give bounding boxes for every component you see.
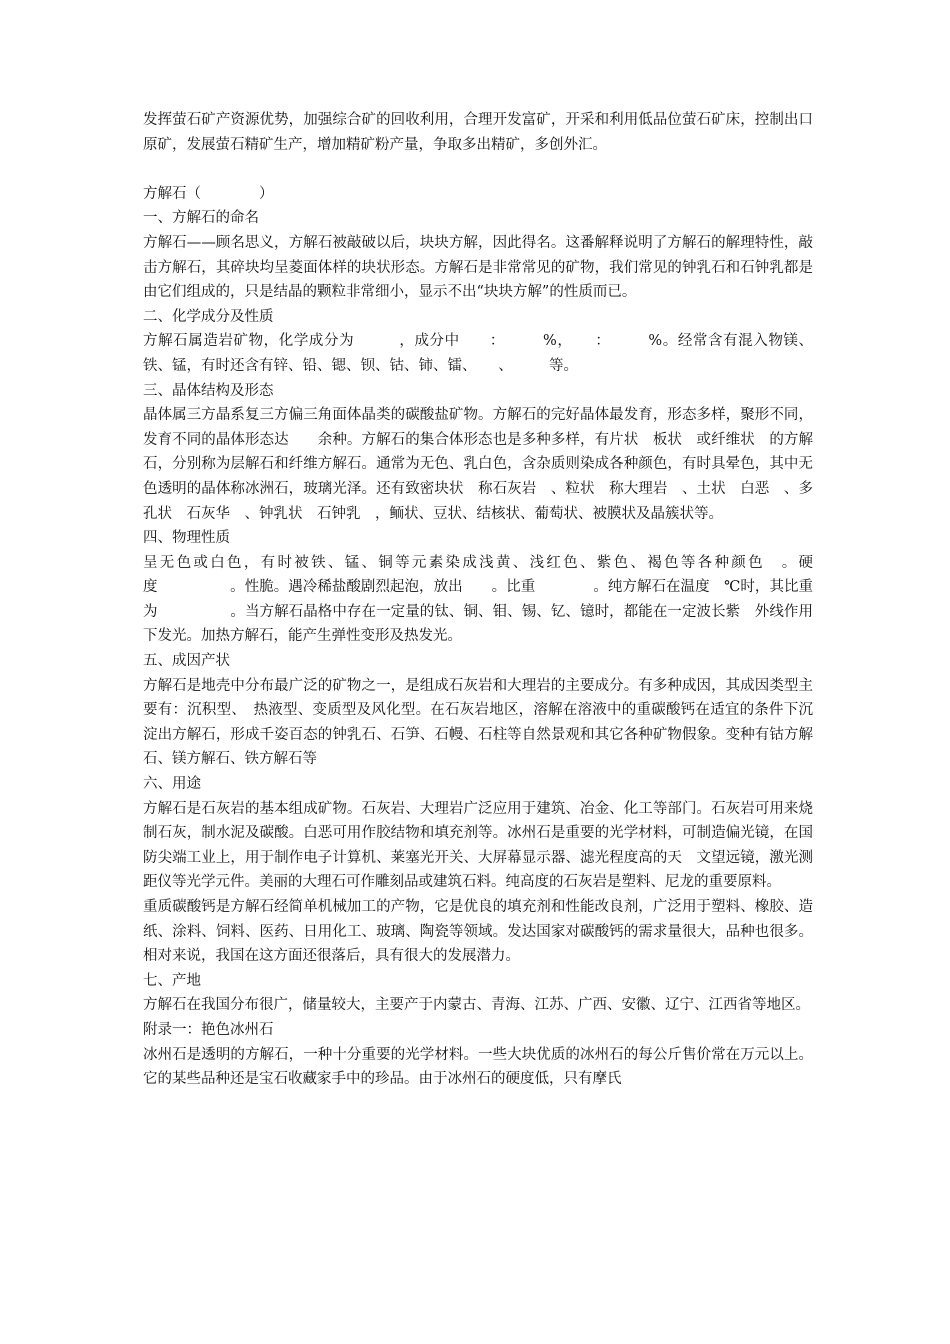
section-heading-physical: 四、物理性质 bbox=[143, 530, 230, 547]
section-paragraph: 晶体属三方晶系复三方偏三角面体晶类的碳酸盐矿物。方解石的完好晶体最发育，形态多样，聚形不同，发育不同的晶体形态达 余种。方解石的集合体形态也是多种多样，有片状 板状 或纤维状 的方解石，分别称为层解石和纤维方解石。通常为无色、乳白色，含杂质则染成各种颜色，有时具晕色，其中无色透明的晶体称冰洲石，玻璃光泽。还有致密块状 称石灰岩 、粒状 称大理岩 、土状 白恶 、多孔状 石灰华 、钟乳状 石钟乳 ，鲕状、豆状、结核状、葡萄状、被膜状及晶簇状等。 bbox=[143, 407, 813, 522]
section-paragraph: 方解石属造岩矿物，化学成分为 ，成分中 ： %， ： %。经常含有混入物镁、铁、锰，有时还含有锌、铅、锶、钡、钴、铈、镭、 、 等。 bbox=[143, 333, 813, 374]
section-heading-naming: 一、方解石的命名 bbox=[143, 210, 259, 227]
section-heading-crystal: 三、晶体结构及形态 bbox=[143, 382, 274, 399]
section-heading-appendix: 附录一：艳色冰州石 bbox=[143, 1021, 274, 1038]
section-heading-genesis: 五、成因产状 bbox=[143, 653, 230, 670]
section-paragraph: 方解石是地壳中分布最广泛的矿物之一，是组成石灰岩和大理岩的主要成分。有多种成因，其成因类型主要有：沉积型、 热液型、变质型及风化型。在石灰岩地区，溶解在溶液中的重碳酸钙在适宜的条件下沉淀出方解石，形成千姿百态的钟乳石、石笋、石幔、石柱等自然景观和其它各种矿物假象。变种有钴方解石、镁方解石、铁方解石等 bbox=[143, 677, 813, 768]
blank-line bbox=[143, 157, 813, 182]
section-heading-chemistry: 二、化学成分及性质 bbox=[143, 308, 274, 325]
section-paragraph: 重质碳酸钙是方解石经简单机械加工的产物，它是优良的填充剂和性能改良剂，广泛用于塑料、橡胶、造纸、涂料、饲料、医药、日用化工、玻璃、陶瓷等领域。发达国家对碳酸钙的需求量很大，品种也很多。相对来说，我国在这方面还很落后，具有很大的发展潜力。 bbox=[143, 899, 813, 965]
section-heading-origin: 七、产地 bbox=[143, 972, 201, 989]
section-paragraph: 方解石是石灰岩的基本组成矿物。石灰岩、大理岩广泛应用于建筑、冶金、化工等部门。石灰岩可用来烧制石灰，制水泥及碳酸。白恶可用作胶结物和填充剂等。冰州石是重要的光学材料，可制造偏光镜，在国防尖端工业上，用于制作电子计算机、莱塞光开关、大屏幕显示器、滤光程度高的天 文望远镜，激光测距仪等光学元件。美丽的大理石可作雕刻品或建筑石料。纯高度的石灰岩是塑料、尼龙的重要原料。 bbox=[143, 800, 813, 891]
document-title: 方解石（ ） bbox=[143, 185, 274, 202]
section-paragraph: 方解石在我国分布很广，储量较大，主要产于内蒙古、青海、江苏、广西、安徽、辽宁、江西省等地区。 bbox=[143, 997, 810, 1014]
section-paragraph: 冰州石是透明的方解石，一种十分重要的光学材料。一些大块优质的冰州石的每公斤售价常在万元以上。它的某些品种还是宝石收藏家手中的珍品。由于冰州石的硬度低，只有摩氏 bbox=[143, 1046, 813, 1088]
intro-paragraph: 发挥萤石矿产资源优势，加强综合矿的回收利用，合理开发富矿，开采和利用低品位萤石矿床，控制出口原矿，发展萤石精矿生产，增加精矿粉产量，争取多出精矿，多创外汇。 bbox=[143, 112, 813, 153]
section-paragraph: 呈无色或白色，有时被铁、锰、铜等元素染成浅黄、浅红色、紫色、褐色等各种颜色 。硬度 。性脆。遇冷稀盐酸剧烈起泡，放出 。比重 。纯方解石在温度 ℃时，其比重为 。当方解石晶格中存在一定量的钛、铜、钼、锡、钇、镱时，都能在一定波长紫 外线作用下发光。加热方解石，能产生弹性变形及热发光。 bbox=[143, 554, 813, 645]
document-page bbox=[143, 108, 813, 1092]
section-heading-uses: 六、用途 bbox=[143, 776, 201, 793]
section-paragraph: 方解石——顾名思义，方解石被敲破以后，块块方解，因此得名。这番解释说明了方解石的解理特性，敲击方解石，其碎块均呈菱面体样的块状形态。方解石是非常常见的矿物，我们常见的钟乳石和石钟乳都是由它们组成的，只是结晶的颗粒非常细小，显示不出“块块方解”的性质而已。 bbox=[143, 234, 813, 301]
